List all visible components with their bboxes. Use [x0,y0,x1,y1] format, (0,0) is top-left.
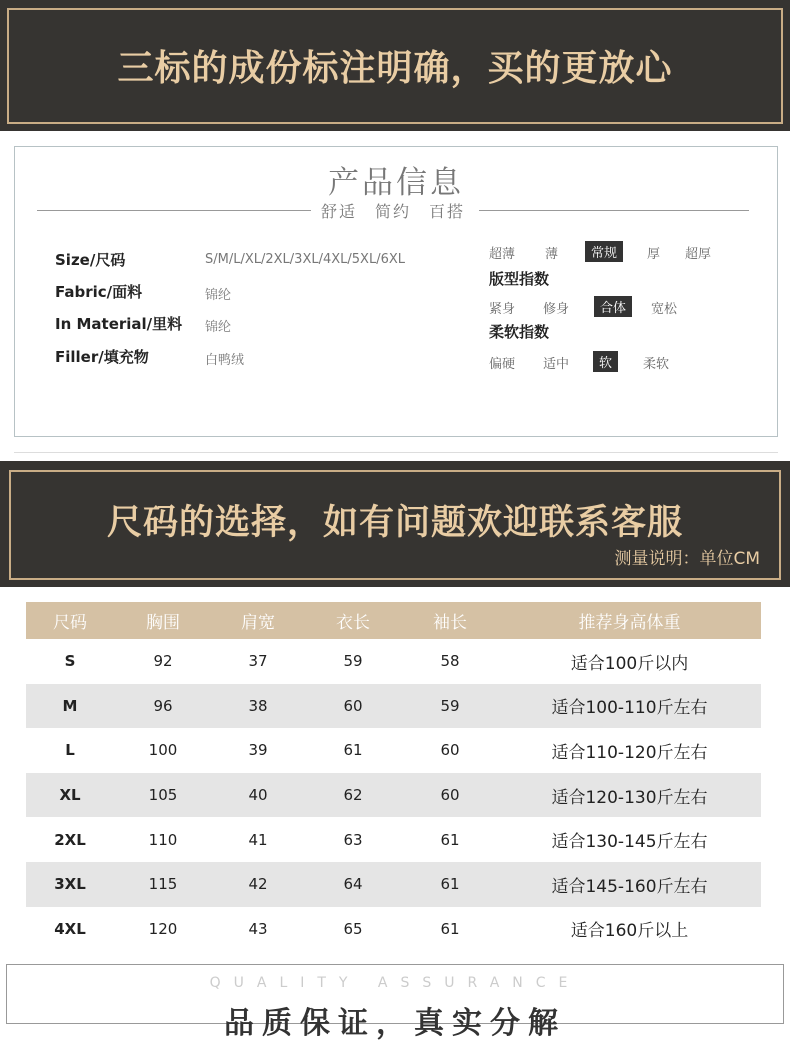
thickness-option: 厚 [647,247,661,262]
fit-option: 宽松 [651,302,678,317]
table-cell: 适合145-160斤左右 [551,876,708,897]
table-row [26,862,761,907]
table-cell: 37 [248,652,268,671]
thickness-option: 超厚 [685,247,712,262]
thickness-option: 薄 [545,247,559,262]
fit-option: 紧身 [489,302,516,317]
column-header: 尺码 [53,613,87,633]
banner-title: 三标的成份标注明确，买的更放心 [117,48,673,89]
size-table [26,602,761,951]
table-cell: 63 [343,830,363,849]
table-row [26,907,761,952]
product-info-subtitle: 舒适 简约 百搭 [320,202,465,221]
column-header: 衣长 [336,613,370,633]
table-cell: 59 [343,652,363,671]
spec-value-size: S/M/L/XL/2XL/3XL/4XL/5XL/6XL [205,252,405,267]
table-cell: 适合100-110斤左右 [551,698,708,719]
softness-option: 柔软 [643,357,670,372]
spec-label-filler: Filler/填充物 [55,348,149,366]
spec-value-lining: 锦纶 [205,320,232,335]
table-cell: 60 [343,696,363,715]
table-cell: 适合130-145斤左右 [551,832,708,853]
softness-index-title: 柔软指数 [489,323,550,341]
table-cell: XL [59,786,81,805]
table-cell: 120 [148,919,178,938]
table-cell: 适合100斤以内 [570,653,689,674]
table-cell: 61 [440,830,460,849]
fit-scale [489,298,749,318]
table-cell: L [65,741,75,760]
column-header: 袖长 [433,613,467,633]
table-cell: 43 [248,919,268,938]
table-row [26,773,761,818]
table-cell: 60 [440,741,460,760]
product-info-subtitle-line [37,199,749,221]
spec-label-lining: In Material/里料 [55,315,183,333]
product-info-heading: 产品信息 [328,165,464,201]
thickness-option-selected: 常规 [585,241,623,262]
fit-index-title: 版型指数 [489,270,550,288]
quality-assurance-section [6,964,784,1041]
table-cell: 59 [440,696,460,715]
table-cell: 3XL [54,875,86,894]
quality-assurance-en: QUALITY ASSURANCE [209,975,581,991]
table-cell: 65 [343,919,363,938]
fit-option: 修身 [543,302,570,317]
softness-option: 偏硬 [489,357,516,372]
table-cell: 适合110-120斤左右 [551,742,708,763]
table-cell: 38 [248,696,268,715]
table-row [26,728,761,773]
softness-scale [489,353,749,373]
measurement-note: 测量说明：单位CM [614,549,760,569]
table-cell: 41 [248,830,268,849]
table-cell: 64 [343,875,363,894]
table-cell: S [64,652,76,671]
column-header: 推荐身高体重 [578,613,681,633]
thickness-scale [489,243,749,263]
size-banner-title: 尺码的选择，如有问题欢迎联系客服 [106,503,683,543]
table-row [26,639,761,684]
thickness-option: 超薄 [489,247,516,262]
table-cell: 92 [153,652,173,671]
table-cell: 96 [153,696,173,715]
table-cell: 39 [248,741,268,760]
divider [14,452,778,453]
spec-value-fabric: 锦纶 [205,288,232,303]
table-cell: 61 [440,875,460,894]
table-cell: 40 [248,786,268,805]
spec-label-size: Size/尺码 [55,251,126,269]
size-banner [0,461,790,587]
table-cell: 42 [248,875,268,894]
divider [479,210,749,211]
table-cell: 60 [440,786,460,805]
table-header-row [26,602,761,639]
quality-assurance-title: 品质保证，真实分解 [224,1006,566,1041]
spec-label-fabric: Fabric/面料 [55,283,143,301]
table-cell: 2XL [54,830,86,849]
table-cell: 适合160斤以上 [570,921,689,942]
spec-value-filler: 白鸭绒 [205,353,245,368]
column-header: 肩宽 [241,613,275,633]
table-row [26,817,761,862]
column-header: 胸围 [146,613,180,633]
table-cell: 62 [343,786,363,805]
table-cell: 100 [148,741,178,760]
table-row [26,684,761,729]
table-cell: 58 [440,652,460,671]
table-cell: 4XL [54,919,86,938]
top-banner [0,0,790,131]
product-info-card [14,146,778,437]
table-cell: 110 [148,830,178,849]
table-cell: 适合120-130斤左右 [551,787,708,808]
table-cell: 115 [148,875,178,894]
table-cell: 105 [148,786,178,805]
fit-option-selected: 合体 [594,296,632,317]
table-cell: 61 [343,741,363,760]
softness-option-selected: 软 [593,351,618,372]
softness-option: 适中 [543,357,570,372]
table-cell: M [62,696,78,715]
table-cell: 61 [440,919,460,938]
